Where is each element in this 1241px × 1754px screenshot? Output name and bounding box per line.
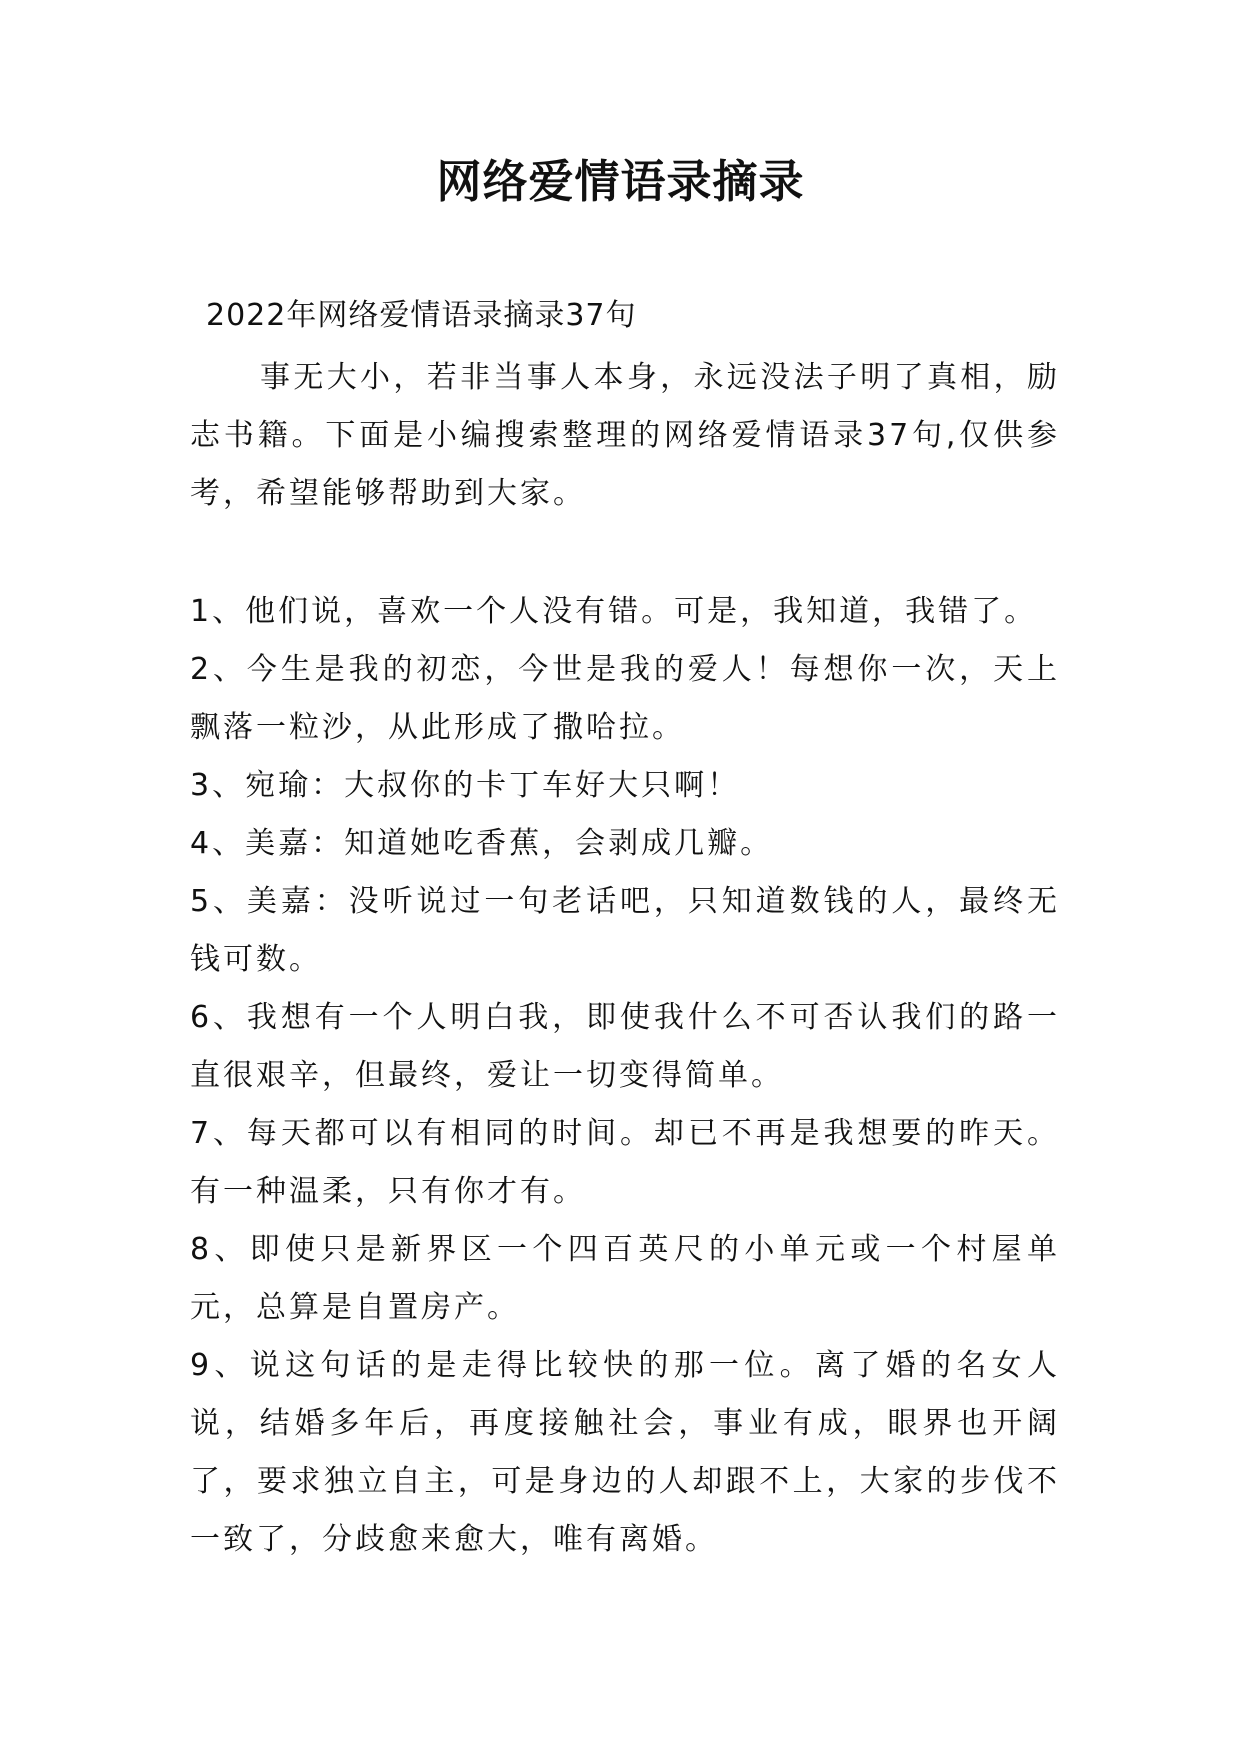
quote-item: 8、即使只是新界区一个四百英尺的小单元或一个村屋单元，总算是自置房产。 (190, 1232, 1060, 1325)
quote-list (190, 583, 1060, 1569)
quote-item: 6、我想有一个人明白我，即使我什么不可否认我们的路一直很艰辛，但最终，爱让一切变得简单。 (190, 1000, 1060, 1093)
intro-paragraph: 事无大小，若非当事人本身，永远没法子明了真相，励志书籍。下面是小编搜索整理的网络爱情语录37句,仅供参考，希望能够帮助到大家。 (190, 360, 1060, 511)
quote-item: 1、他们说，喜欢一个人没有错。可是，我知道，我错了。 (190, 594, 1038, 629)
quote-item: 7、每天都可以有相同的时间。却已不再是我想要的昨天。有一种温柔，只有你才有。 (190, 1116, 1060, 1209)
document-subtitle: 2022年网络爱情语录摘录37句 (206, 298, 637, 333)
quote-item: 2、今生是我的初恋，今世是我的爱人！每想你一次，天上飘落一粒沙，从此形成了撒哈拉。 (190, 652, 1060, 745)
quote-item: 5、美嘉：没听说过一句老话吧，只知道数钱的人，最终无钱可数。 (190, 884, 1060, 977)
document-title: 网络爱情语录摘录 (436, 155, 805, 208)
quote-item: 3、宛瑜：大叔你的卡丁车好大只啊！ (190, 768, 741, 803)
quote-item: 4、美嘉：知道她吃香蕉，会剥成几瓣。 (190, 826, 774, 861)
quote-item: 9、说这句话的是走得比较快的那一位。离了婚的名女人说，结婚多年后，再度接触社会，事业有成，眼界也开阔了，要求独立自主，可是身边的人却跟不上，大家的步伐不一致了，分歧愈来愈大，唯有离婚。 (190, 1348, 1060, 1557)
